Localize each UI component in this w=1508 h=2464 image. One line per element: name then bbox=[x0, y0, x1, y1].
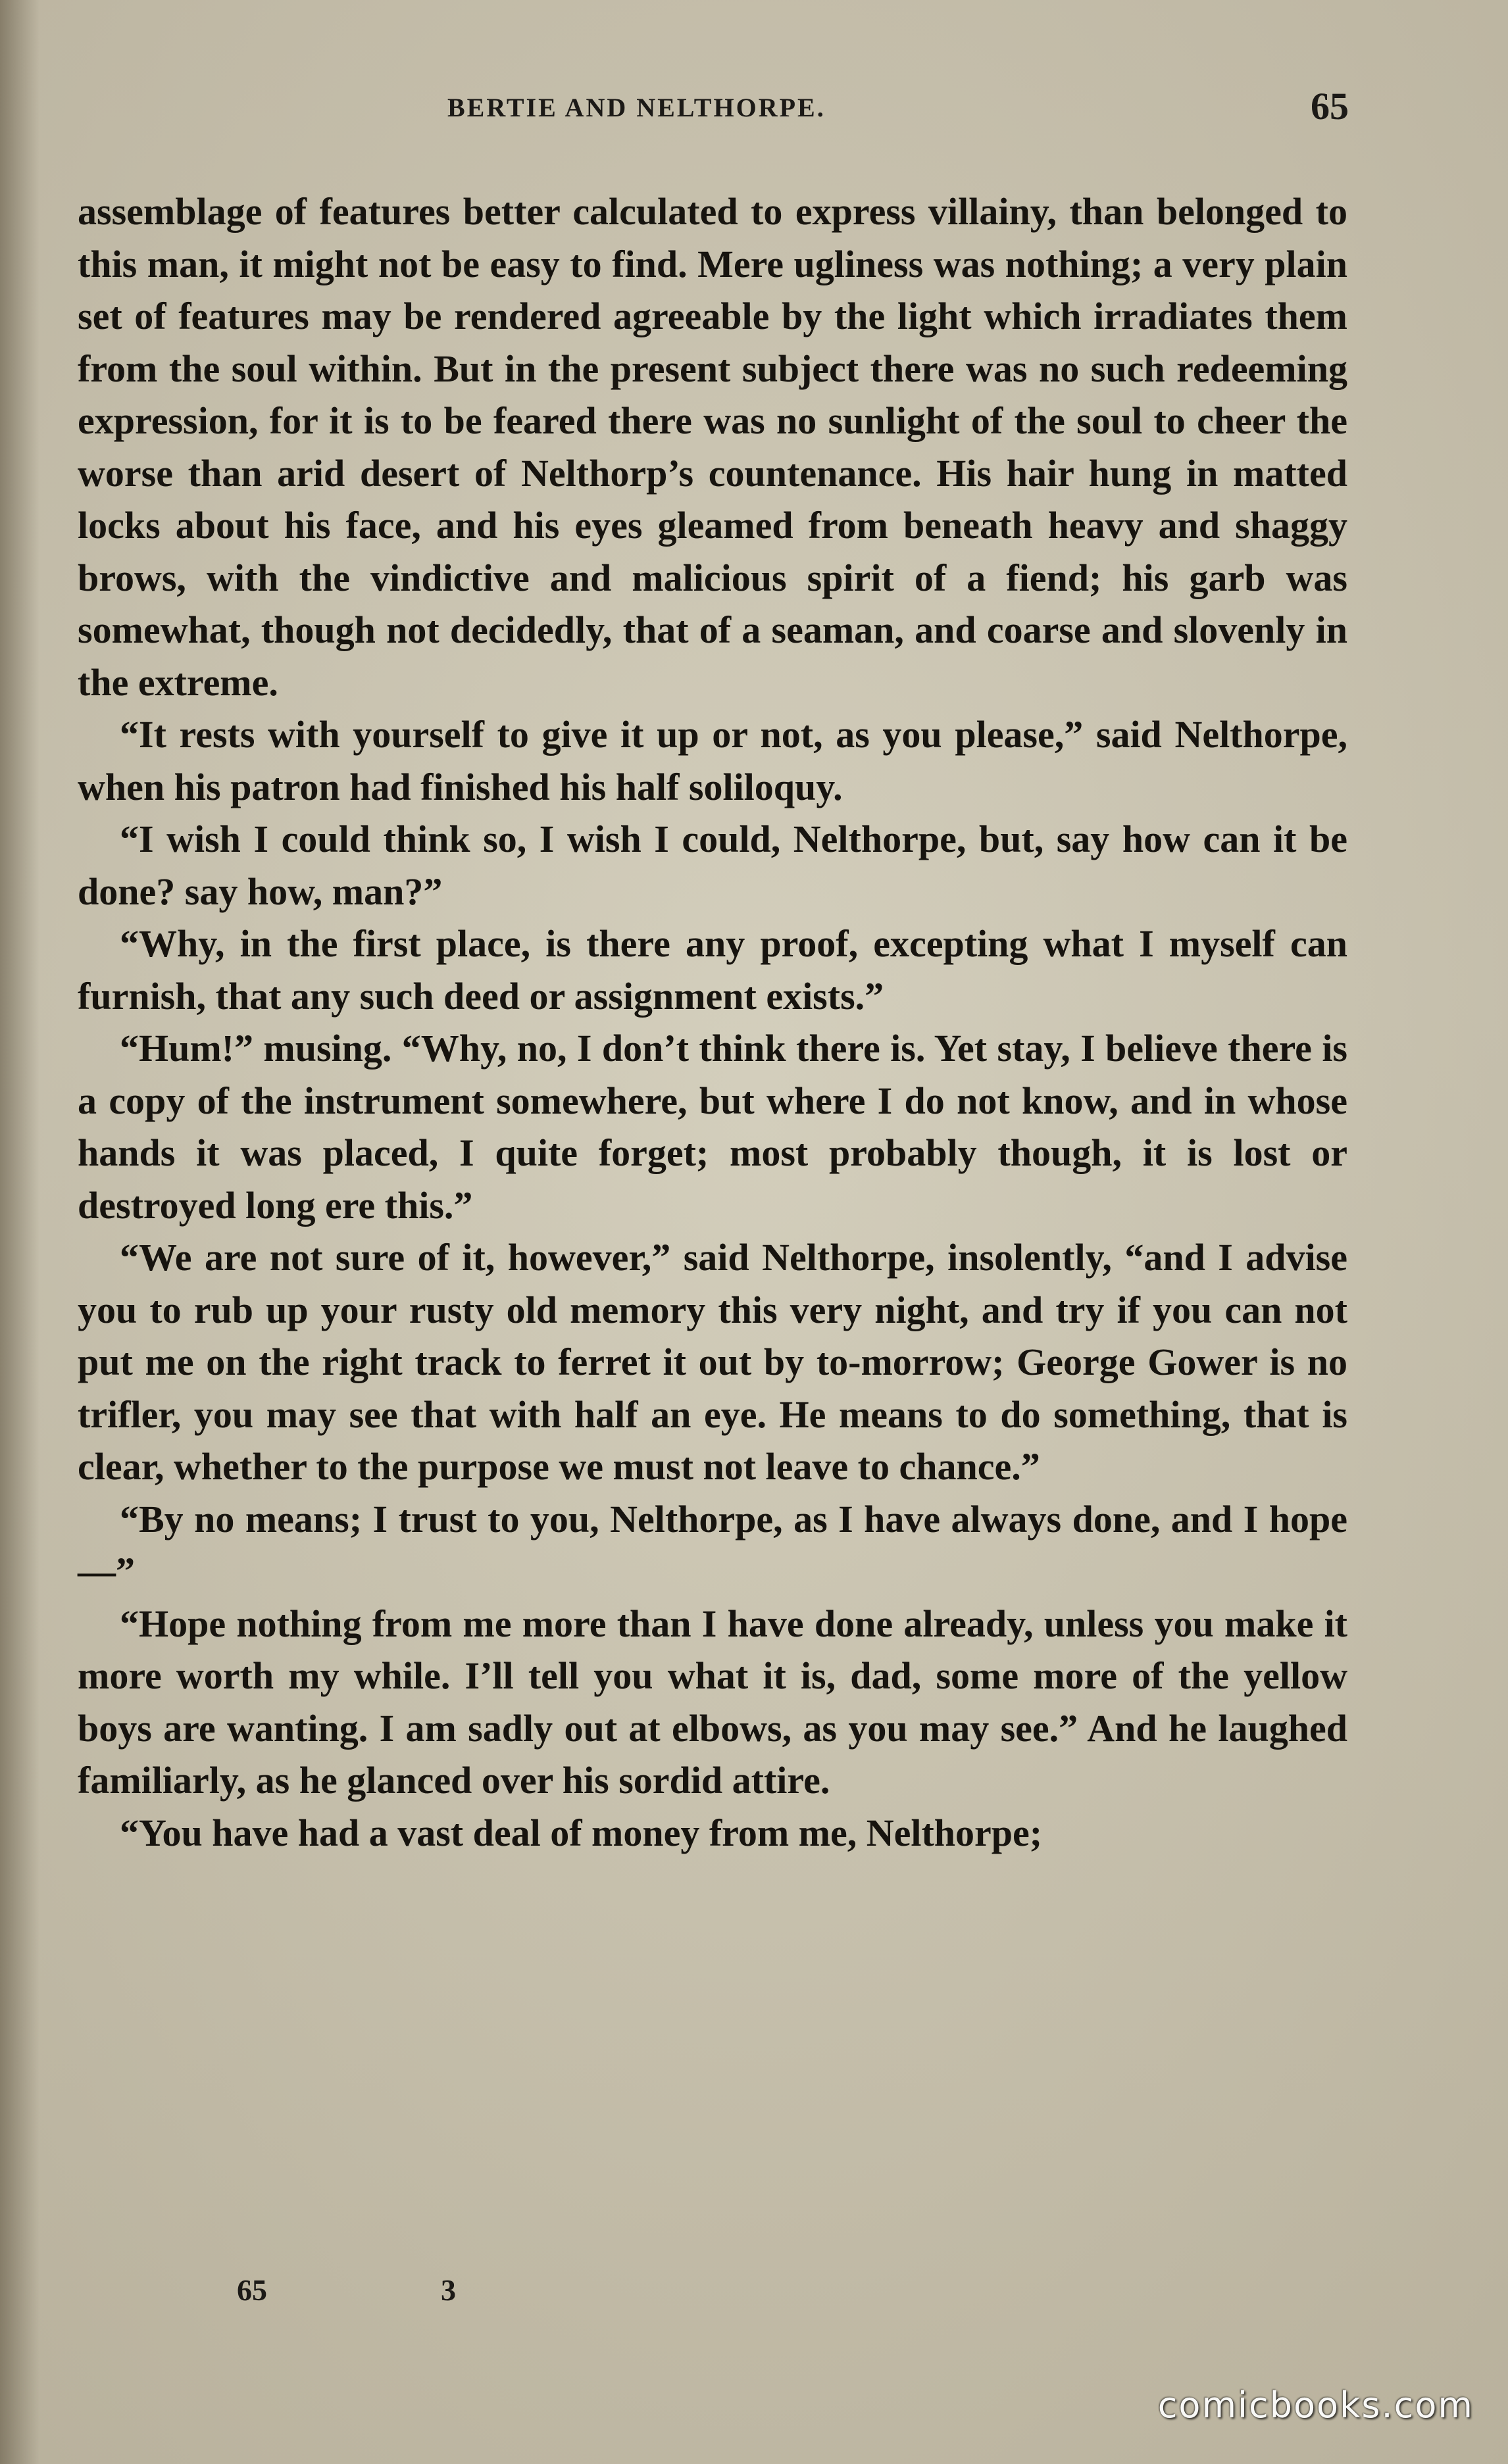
paragraph: “Hope nothing from me more than I have done already, unless you make it more worth my while. I’ll tell you what it is, dad, some more of the yellow boys are wanting. I am sadly out at elbows, as you may see.” And he laughed familiarly, as he glanced over his sordid attire. bbox=[78, 1602, 1347, 1802]
paragraph: “You have had a vast deal of money from me, Nelthorpe; bbox=[120, 1811, 1043, 1854]
running-head: BERTIE AND NELTHORPE. bbox=[447, 93, 826, 122]
paragraph: “I wish I could think so, I wish I could, Nelthorpe, but, say how can it be done? say how, man?” bbox=[78, 818, 1347, 913]
page-footer bbox=[237, 2273, 566, 2319]
paragraph: “Why, in the first place, is there any proof, excepting what I myself can furnish, that any such deed or assignment exists.” bbox=[78, 922, 1347, 1018]
paragraph: assemblage of features better calculated to express villainy, than belonged to this man, it might not be easy to find. Mere ugliness was nothing; a very plain set of features may be rendered agreeable by the light which irradiates them from the soul within. But in the present subject there was no such redeeming expression, for it is to be feared there was no sunlight of the soul to cheer the worse than arid desert of Nelthorp’s countenance. His hair hung in matted locks about his face, and his eyes gleamed from beneath heavy and shaggy brows, with the vindictive and malicious spirit of a fiend; his garb was somewhat, though not decidedly, that of a seaman, and coarse and slovenly in the extreme. bbox=[78, 190, 1347, 704]
paragraph: “We are not sure of it, however,” said Nelthorpe, insolently, “and I advise you to rub up your rusty old memory this very night, and try if you can not put me on the right track to ferret it out by to-morrow; George Gower is no trifler, you may see that with half an eye. He means to do something, that is clear, whether to the purpose we must not leave to chance.” bbox=[78, 1236, 1347, 1488]
footer-page-number: 65 bbox=[237, 2273, 267, 2307]
watermark: comicbooks.com bbox=[1157, 2384, 1474, 2426]
paragraph: “By no means; I trust to you, Nelthorpe, as I have always done, and I hope—” bbox=[78, 1497, 1347, 1592]
page-header bbox=[79, 85, 1349, 145]
body-text bbox=[78, 185, 1347, 1859]
page-number: 65 bbox=[1311, 85, 1349, 128]
paragraph: “Hum!” musing. “Why, no, I don’t think there is. Yet stay, I believe there is a copy of the instrument somewhere, but where I do not know, and in whose hands it was placed, I quite forget; most probably though, it is lost or destroyed long ere this.” bbox=[78, 1027, 1347, 1227]
signature-mark: 3 bbox=[441, 2273, 456, 2307]
paragraph: “It rests with yourself to give it up or not, as you please,” said Nelthorpe, when his patron had finished his half soliloquy. bbox=[78, 713, 1347, 808]
